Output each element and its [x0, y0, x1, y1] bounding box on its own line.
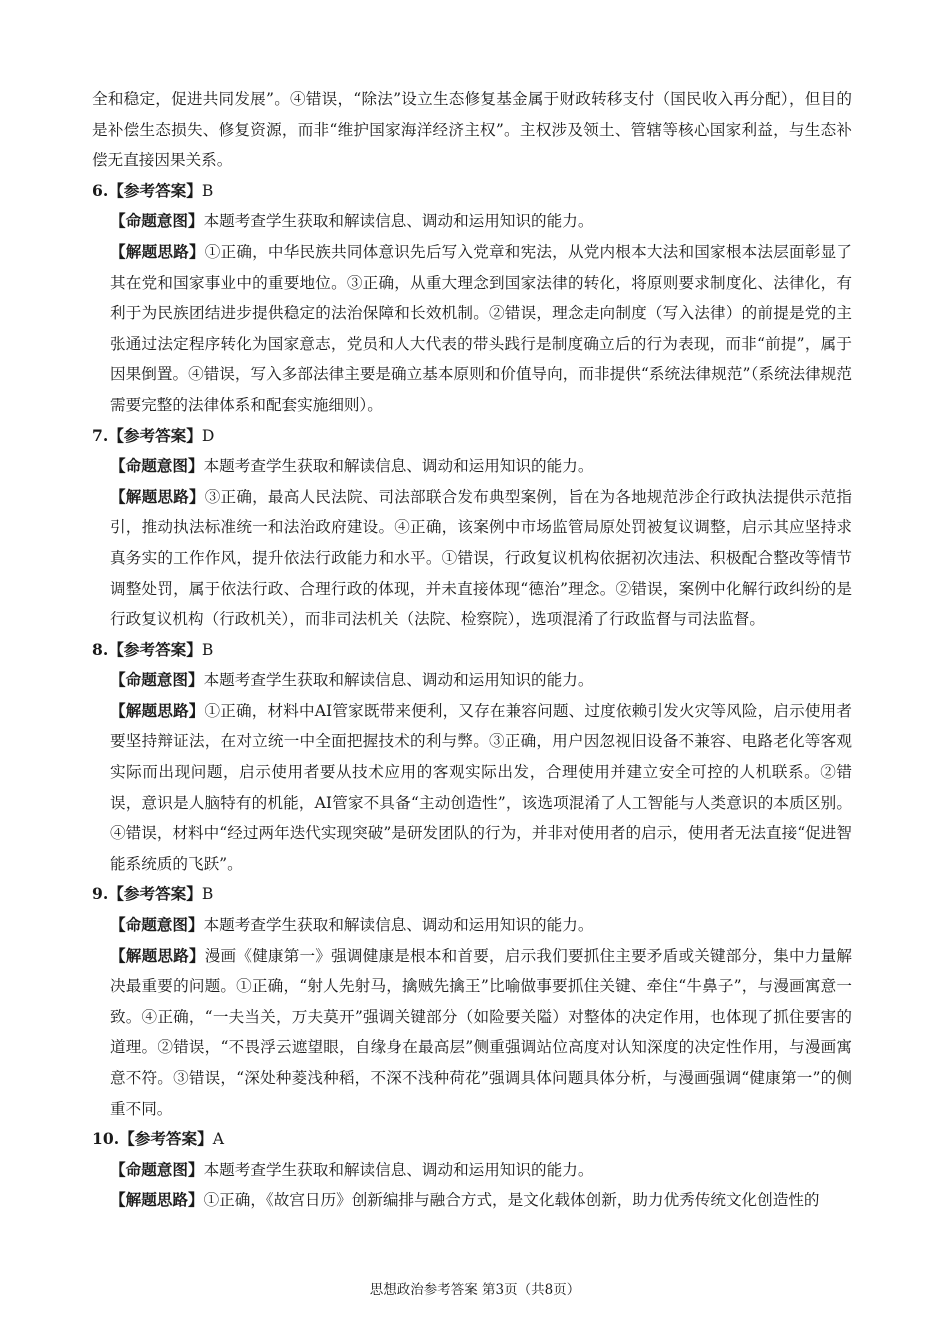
analysis-line: [92, 1185, 852, 1216]
answer-line: [92, 879, 852, 910]
intent-label: 【命题意图】: [110, 915, 204, 935]
analysis-text: ①正确，《故宫日历》创新编排与融合方式，是文化载体创新，助力优秀传统文化创造性的: [203, 1191, 820, 1210]
question-9: [92, 879, 852, 1124]
answer-label: 【参考答案】: [108, 180, 202, 200]
intent-text: 本题考查学生获取和解读信息、调动和运用知识的能力。: [203, 457, 594, 476]
answer-value: B: [201, 640, 214, 659]
answer-line: [92, 635, 852, 666]
intent-label: 【命题意图】: [110, 456, 204, 476]
intent-label: 【命题意图】: [110, 1159, 204, 1179]
answer-content: [92, 84, 852, 1216]
answer-line: [92, 1124, 852, 1155]
intent-label: 【命题意图】: [110, 211, 204, 231]
question-number: 7.: [92, 425, 109, 445]
answer-value: B: [201, 181, 214, 200]
continued-analysis: 全和稳定，促进共同发展”。④错误，“除法”设立生态修复基金属于财政转移支付（国民收入再分配），但目的是补偿生态损失、修复资源，而非“维护国家海洋经济主权”。主权涉及领土、管辖等核心国家利益，与生态补偿无直接因果关系。: [92, 90, 852, 170]
analysis-label: 【解题思路】: [110, 486, 205, 506]
analysis-line: [92, 482, 852, 635]
answer-value: D: [201, 426, 215, 445]
answer-label: 【参考答案】: [119, 1129, 213, 1149]
intent-text: 本题考查学生获取和解读信息、调动和运用知识的能力。: [203, 1160, 594, 1179]
analysis-label: 【解题思路】: [110, 1190, 204, 1210]
question-number: 9.: [92, 884, 109, 904]
analysis-text: 漫画《健康第一》强调健康是根本和首要，启示我们要抓住主要矛盾或关键部分，集中力量解决最重要的问题。①正确，“射人先射马，擒贼先擒王”比喻做事要抓住关键、牵住“牛鼻子”，与漫画寓意一致。④正确，“一夫当关，万夫莫开”强调关键部分（如险要关隘）对整体的决定作用，也体现了抓住要害的道理。②错误，“不畏浮云遮望眼，自缘身在最高层”侧重强调站位高度对认知深度的决定性作用，与漫画寓意不符。③错误，“深处种菱浅种稻，不深不浅种荷花”强调具体问题具体分析，与漫画强调“健康第一”的侧重不同。: [110, 946, 852, 1118]
intent-line: [92, 665, 852, 696]
analysis-line: [92, 941, 852, 1125]
analysis-text: ③正确，最高人民法院、司法部联合发布典型案例，旨在为各地规范涉企行政执法提供示范指引，推动执法标准统一和法治政府建设。④正确，该案例中市场监管局原处罚被复议调整，启示其应坚持求真务实的工作作风，提升依法行政能力和水平。①错误，行政复议机构依据初次违法、积极配合整改等情节调整处罚，属于依法行政、合理行政的体现，并未直接体现“德治”理念。②错误，案例中化解行政纠纷的是行政复议机构（行政机关），而非司法机关（法院、检察院），选项混淆了行政监督与司法监督。: [110, 487, 852, 629]
question-7: [92, 421, 852, 635]
intent-text: 本题考查学生获取和解读信息、调动和运用知识的能力。: [203, 916, 594, 935]
intent-line: [92, 910, 852, 941]
answer-value: A: [212, 1130, 224, 1149]
question-10: [92, 1124, 852, 1216]
intent-text: 本题考查学生获取和解读信息、调动和运用知识的能力。: [203, 671, 594, 690]
intent-label: 【命题意图】: [110, 670, 204, 690]
intent-line: [92, 1155, 852, 1186]
answer-label: 【参考答案】: [108, 884, 202, 904]
analysis-line: [92, 237, 852, 421]
analysis-label: 【解题思路】: [110, 945, 205, 965]
question-number: 6.: [92, 180, 109, 200]
answer-line: [92, 421, 852, 452]
page-footer: 思想政治参考答案 第3页（共8页）: [369, 1282, 581, 1298]
analysis-text: ①正确，材料中AI管家既带来便利，又存在兼容问题、过度依赖引发火灾等风险，启示使用者要坚持辩证法，在对立统一中全面把握技术的利与弊。③正确，用户因忽视旧设备不兼容、电路老化等客观实际而出现问题，启示使用者要从技术应用的客观实际出发，合理使用并建立安全可控的人机联系。②错误，意识是人脑特有的机能，AI管家不具备“主动创造性”，该选项混淆了人工智能与人类意识的本质区别。④错误，材料中“经过两年迭代实现突破”是研发团队的行为，并非对使用者的启示，使用者无法直接“促进智能系统质的飞跃”。: [110, 701, 852, 873]
question-6: [92, 176, 852, 421]
intent-line: [92, 451, 852, 482]
question-number: 8.: [92, 639, 109, 659]
answer-label: 【参考答案】: [108, 425, 202, 445]
analysis-label: 【解题思路】: [110, 241, 205, 261]
answer-value: B: [201, 885, 214, 904]
analysis-line: [92, 696, 852, 880]
answer-label: 【参考答案】: [108, 639, 202, 659]
question-8: [92, 635, 852, 880]
analysis-text: ①正确，中华民族共同体意识先后写入党章和宪法，从党内根本大法和国家根本法层面彰显了其在党和国家事业中的重要地位。③正确，从重大理念到国家法律的转化，将原则要求制度化、法律化，有利于为民族团结进步提供稳定的法治保障和长效机制。②错误，理念走向制度（写入法律）的前提是党的主张通过法定程序转化为国家意志，党员和人大代表的带头践行是制度确立后的行为表现，而非“前提”，属于因果倒置。④错误，写入多部法律主要是确立基本原则和价值导向，而非提供“系统法律规范”（系统法律规范需要完整的法律体系和配套实施细则）。: [110, 242, 852, 414]
intent-line: [92, 206, 852, 237]
question-number: 10.: [92, 1129, 120, 1149]
analysis-label: 【解题思路】: [110, 700, 205, 720]
intent-text: 本题考查学生获取和解读信息、调动和运用知识的能力。: [203, 212, 594, 231]
answer-line: [92, 176, 852, 207]
